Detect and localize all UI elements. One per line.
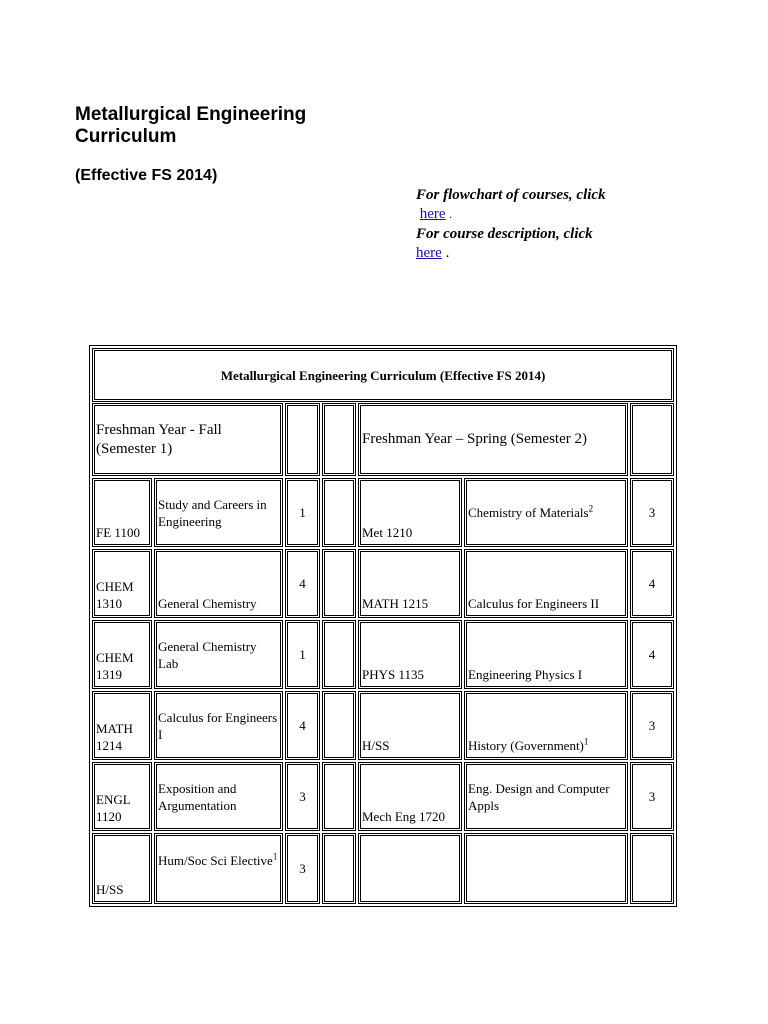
- spring-course-name-value: History (Government): [468, 738, 584, 753]
- spring-course-name: [464, 833, 628, 904]
- fall-course-name-text: General Chemistry Lab: [158, 638, 257, 671]
- fall-course-name: [154, 762, 283, 831]
- fall-course-code: [92, 762, 152, 831]
- fall-course-name-text: Exposition and Argumentation: [158, 780, 237, 813]
- spring-course-name-text: Engineering Physics I: [468, 667, 583, 682]
- spring-course-code: [358, 691, 462, 760]
- spring-course-code-text: H/SS: [362, 738, 390, 753]
- spring-course-code-text: MATH 1215: [362, 596, 429, 611]
- spring-course-name-text: [468, 504, 593, 521]
- fall-course-code: [92, 833, 152, 904]
- page-title-line-1: Metallurgical Engineering: [75, 104, 307, 125]
- fall-course-name-text: [158, 496, 279, 530]
- fall-course-credits: [285, 691, 320, 760]
- spring-course-credits: [630, 762, 674, 831]
- fall-course-name: [154, 478, 283, 547]
- page-title: [75, 104, 375, 148]
- fall-course-credits-text: 4: [299, 576, 306, 591]
- spring-course-name-text: Calculus for Engineers II: [468, 596, 600, 611]
- fall-course-name: [154, 691, 283, 760]
- spring-course-code: [358, 833, 462, 904]
- spring-course-code: [358, 478, 462, 547]
- spring-header-credits-cell: [630, 403, 674, 476]
- fall-semester-header: [92, 403, 283, 476]
- fall-course-code-text: FE 1100: [96, 525, 140, 540]
- spring-course-credits-text: 3: [648, 789, 656, 804]
- spring-course-name-text: Eng. Design and Computer Appls: [468, 780, 610, 813]
- fall-course-credits-text: 3: [299, 789, 306, 804]
- spacer-cell: [322, 549, 356, 618]
- table-caption: [92, 348, 674, 402]
- spring-course-code: [358, 762, 462, 831]
- fall-semester-header-text: Freshman Year - Fall (Semester 1): [96, 421, 222, 457]
- description-dot: .: [445, 245, 450, 261]
- fall-course-code: [92, 549, 152, 618]
- spring-semester-header: [358, 403, 628, 476]
- fall-course-code-text: MATH 1214: [96, 721, 133, 753]
- fall-course-code: [92, 620, 152, 689]
- spring-course-credits: [630, 833, 674, 904]
- spring-course-name-value: Chemistry of Materials: [468, 505, 589, 520]
- flowchart-link[interactable]: here: [419, 206, 446, 222]
- spacer-cell: [322, 833, 356, 904]
- spacer-cell: [322, 478, 356, 547]
- fall-course-credits-text: 4: [299, 718, 306, 733]
- fall-course-name-text: Calculus for Engineers I: [158, 709, 278, 742]
- spring-semester-header-text: Freshman Year – Spring (Semester 2): [362, 431, 587, 447]
- spring-course-credits: [630, 549, 674, 618]
- spring-course-credits: [630, 478, 674, 547]
- fall-course-credits: [285, 478, 320, 547]
- fall-course-credits: [285, 620, 320, 689]
- spring-course-code: [358, 549, 462, 618]
- curriculum-table: [89, 345, 677, 907]
- fall-course-name: [154, 620, 283, 689]
- spring-course-credits: [630, 691, 674, 760]
- spring-course-credits-text: 4: [648, 576, 656, 591]
- fall-course-code-text: CHEM 1310: [96, 579, 134, 611]
- footnote-marker: 1: [272, 851, 278, 862]
- fall-course-credits-text: 1: [299, 647, 306, 662]
- fall-course-credits: [285, 549, 320, 618]
- fall-course-name: [154, 833, 283, 904]
- links-block: [416, 186, 716, 263]
- spring-course-credits-text: 3: [648, 505, 656, 520]
- fall-course-name-text: [158, 852, 279, 869]
- fall-course-credits-text: 1: [299, 505, 306, 520]
- spring-course-code: [358, 620, 462, 689]
- page-subtitle: (Effective FS 2014): [75, 167, 218, 184]
- fall-course-code-text: ENGL 1120: [96, 792, 131, 824]
- description-link[interactable]: here: [416, 245, 442, 261]
- spring-course-code-text: PHYS 1135: [362, 667, 425, 682]
- spring-course-name-text: [468, 737, 588, 754]
- fall-course-credits: [285, 762, 320, 831]
- spring-course-name: [464, 762, 628, 831]
- spring-course-name: [464, 620, 628, 689]
- footnote-marker: 1: [583, 736, 589, 747]
- spring-course-credits-text: 3: [648, 718, 656, 733]
- fall-course-credits: [285, 833, 320, 904]
- fall-course-code: [92, 478, 152, 547]
- spring-course-code-text: Mech Eng 1720: [362, 809, 446, 824]
- spring-course-code-text: Met 1210: [362, 525, 413, 540]
- fall-course-name-text: General Chemistry: [158, 596, 257, 611]
- flowchart-prompt: For flowchart of courses, click: [416, 187, 606, 203]
- spacer-cell: [322, 403, 356, 476]
- fall-course-name: [154, 549, 283, 618]
- description-prompt: For course description, click: [416, 226, 593, 242]
- spacer-cell: [322, 620, 356, 689]
- flowchart-dot: .: [449, 209, 453, 221]
- table-caption-text: Metallurgical Engineering Curriculum (Effective FS 2014): [220, 367, 546, 383]
- spring-course-name: [464, 478, 628, 547]
- spacer-cell: [322, 762, 356, 831]
- spring-course-credits: [630, 620, 674, 689]
- fall-header-credits-cell: [285, 403, 320, 476]
- spacer-cell: [322, 691, 356, 760]
- footnote-marker: 2: [588, 503, 594, 514]
- fall-course-name-value: Hum/Soc Sci Elective: [158, 853, 273, 868]
- fall-course-code: [92, 691, 152, 760]
- spring-course-name: [464, 549, 628, 618]
- page-title-line-2: Curriculum: [75, 126, 177, 147]
- spring-course-credits-text: 4: [648, 647, 656, 662]
- fall-course-name-value: Study and Careers in Engineering: [158, 496, 267, 529]
- fall-course-credits-text: 3: [299, 861, 306, 876]
- fall-course-code-text: CHEM 1319: [96, 650, 134, 682]
- spring-course-name: [464, 691, 628, 760]
- fall-course-code-text: H/SS: [96, 882, 124, 897]
